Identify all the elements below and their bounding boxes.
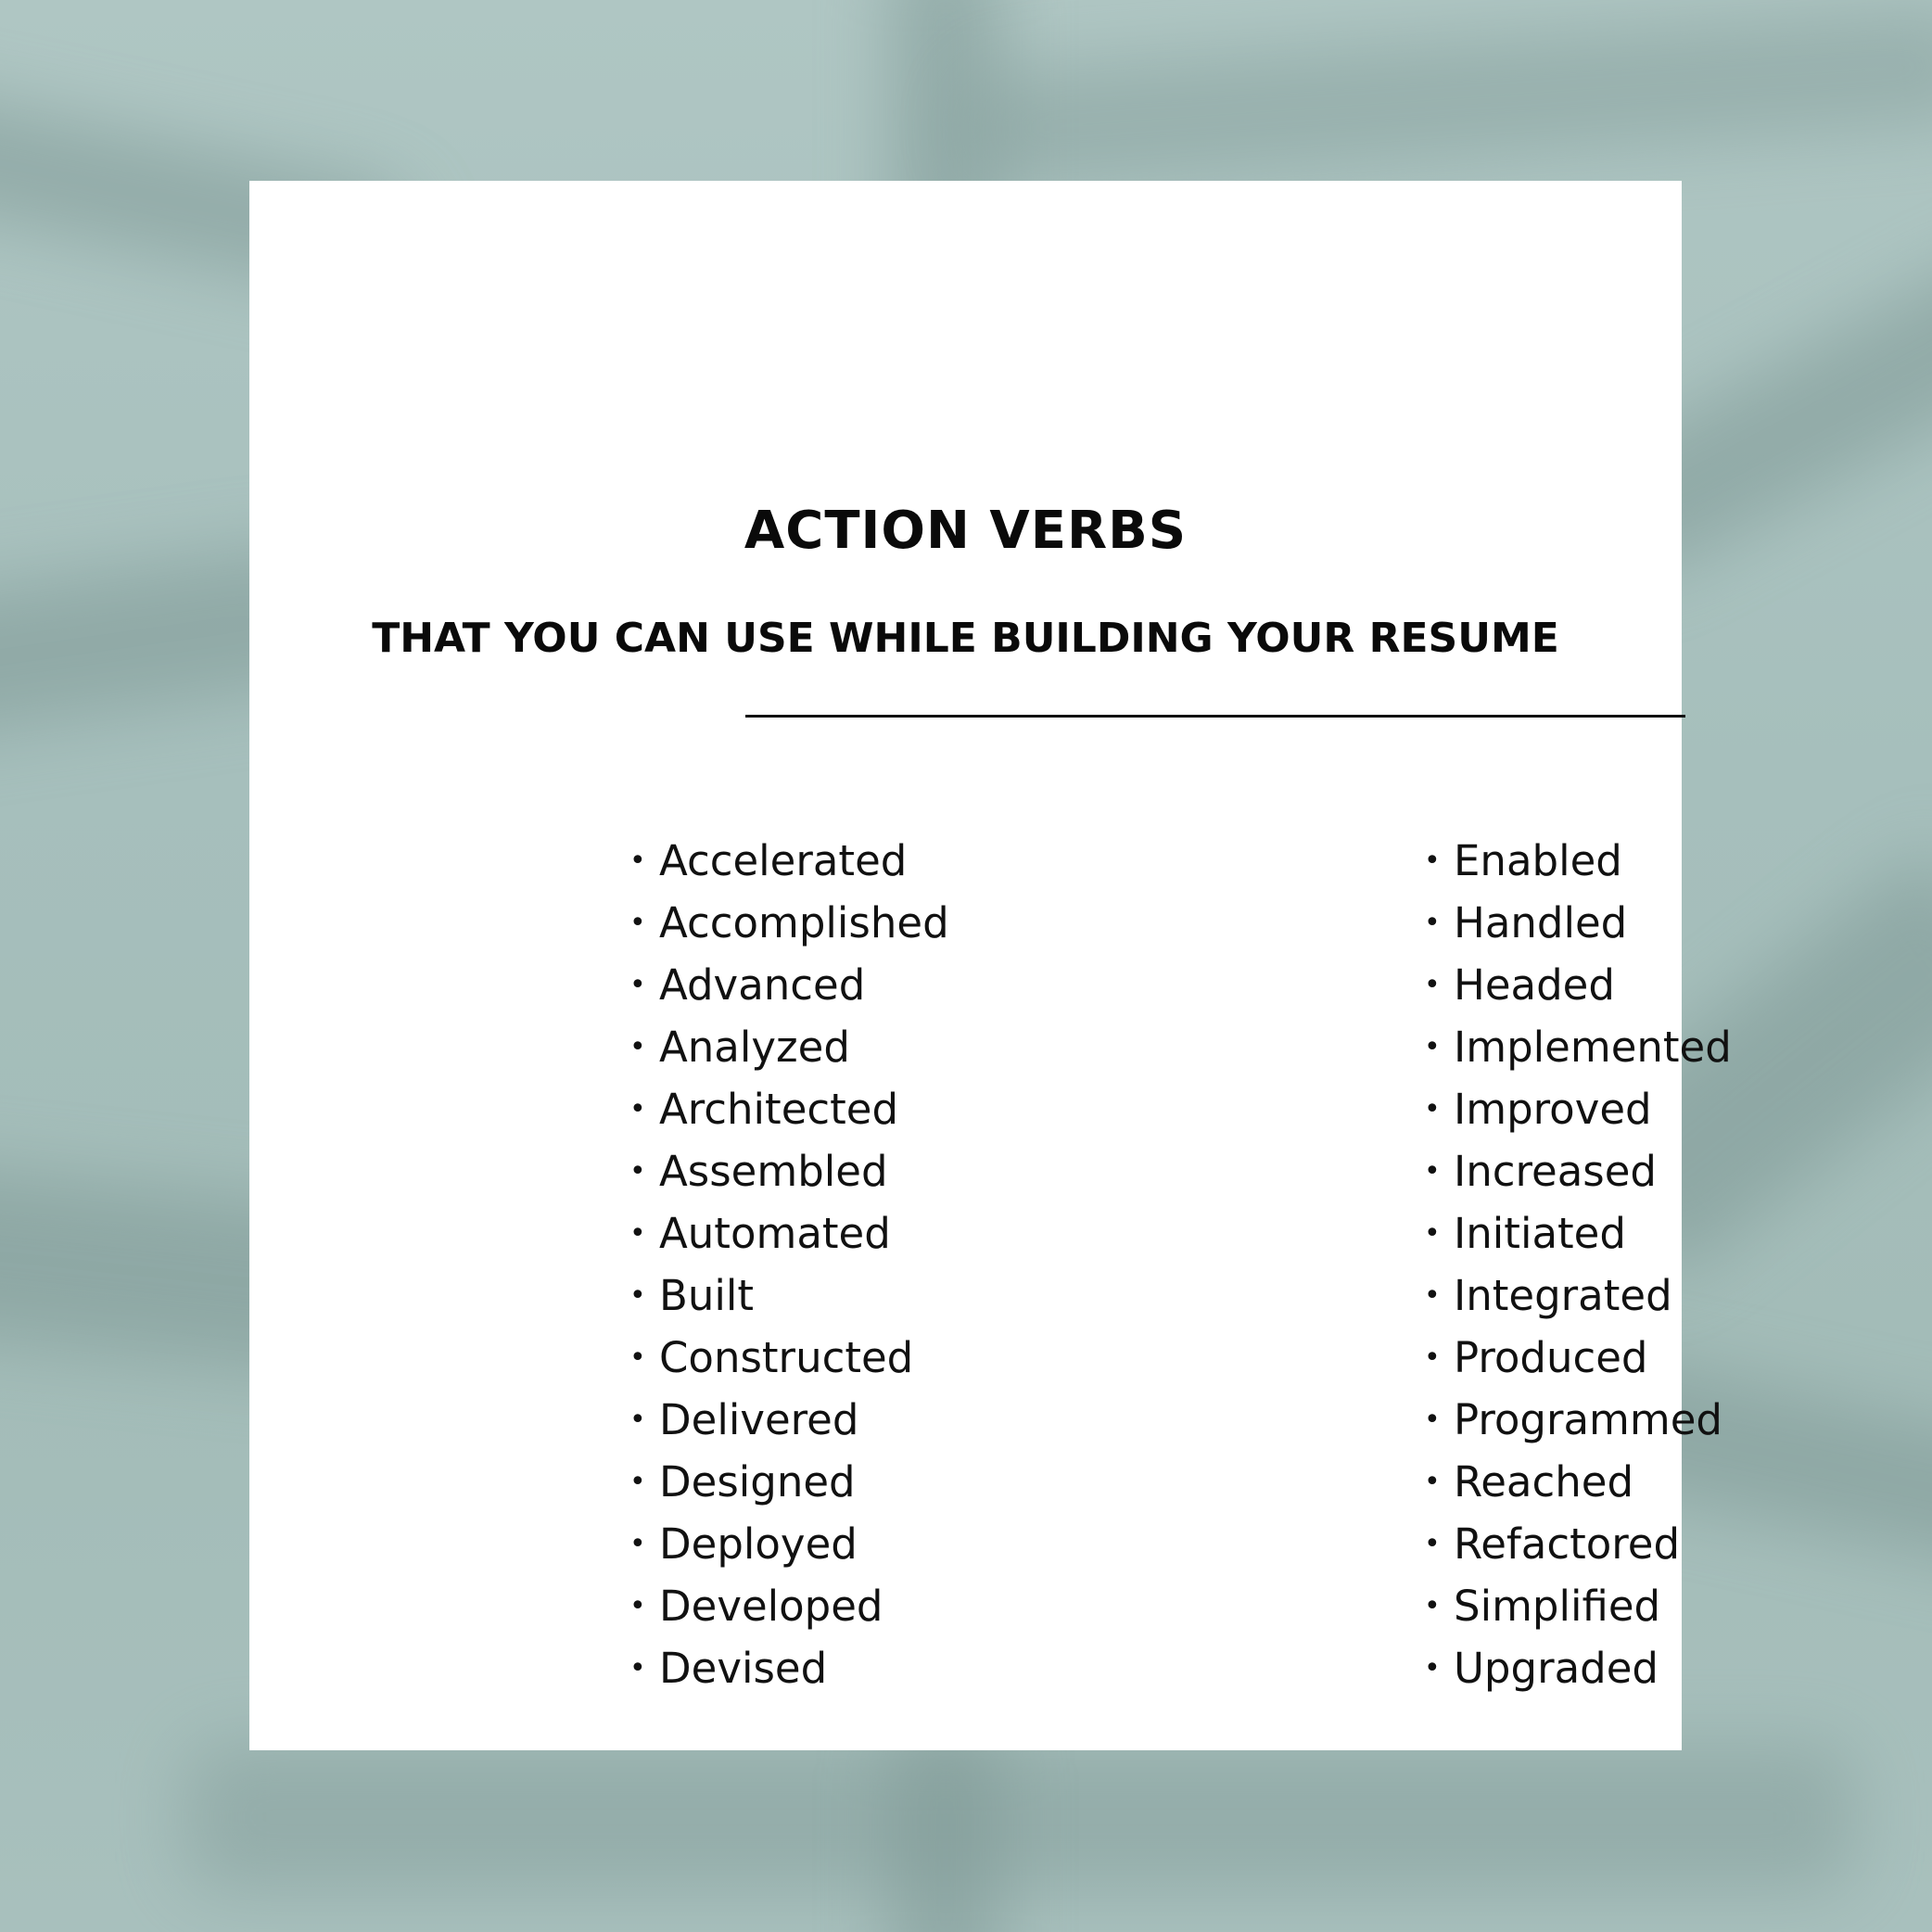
- verb-label: Reached: [1454, 1457, 1634, 1506]
- bullet-icon: •: [629, 1404, 646, 1436]
- verb-label: Designed: [659, 1457, 856, 1506]
- bullet-icon: •: [629, 1590, 646, 1622]
- bullet-icon: •: [629, 1341, 646, 1374]
- verb-label: Initiated: [1454, 1209, 1626, 1258]
- verb-label: Built: [659, 1271, 755, 1320]
- verb-label: Advanced: [659, 960, 866, 1010]
- verb-label: Analyzed: [659, 1023, 850, 1072]
- verb-label: Enabled: [1454, 836, 1622, 885]
- leaf-shadow: [890, 1724, 1001, 1932]
- bullet-icon: •: [629, 1031, 646, 1063]
- verb-label: Accomplished: [659, 898, 949, 947]
- verb-label: Increased: [1454, 1147, 1658, 1196]
- verb-label: Programmed: [1454, 1395, 1722, 1444]
- bullet-icon: •: [629, 1217, 646, 1250]
- verb-list-item: [629, 1016, 949, 1078]
- bullet-icon: •: [1424, 1217, 1441, 1250]
- bullet-icon: •: [629, 845, 646, 877]
- verb-list-item: [1424, 1265, 1732, 1327]
- bullet-icon: •: [629, 1528, 646, 1560]
- leaf-shadow: [961, 2, 1932, 193]
- bullet-icon: •: [1424, 1031, 1441, 1063]
- bullet-icon: •: [1424, 907, 1441, 939]
- bullet-icon: •: [1424, 1652, 1441, 1684]
- bullet-icon: •: [629, 1093, 646, 1125]
- verb-list-item: [629, 1327, 949, 1389]
- verb-list-item: [629, 1451, 949, 1513]
- verb-label: Accelerated: [659, 836, 908, 885]
- verb-list-item: [1424, 1389, 1732, 1451]
- verb-list-item: [629, 1389, 949, 1451]
- title-divider: [745, 715, 1685, 718]
- bullet-icon: •: [629, 969, 646, 1001]
- bullet-icon: •: [629, 1155, 646, 1188]
- leaf-shadow: [185, 1743, 1854, 1891]
- page-title: ACTION VERBS: [744, 501, 1188, 561]
- verb-list-item: [629, 1078, 949, 1140]
- verb-label: Architected: [659, 1085, 899, 1134]
- verb-list-item: [1424, 1016, 1732, 1078]
- verb-list-item: [629, 1202, 949, 1265]
- bullet-icon: •: [1424, 845, 1441, 877]
- verb-label: Simplified: [1454, 1582, 1661, 1631]
- verb-list-item: [629, 1575, 949, 1637]
- verb-label: Implemented: [1454, 1023, 1732, 1072]
- verb-label: Devised: [659, 1644, 828, 1693]
- verb-list-item: [629, 830, 949, 892]
- verb-list-item: [1424, 1202, 1732, 1265]
- bullet-icon: •: [1424, 1341, 1441, 1374]
- verb-label: Delivered: [659, 1395, 859, 1444]
- verb-list-item: [1424, 1513, 1732, 1575]
- verb-list-item: [629, 1513, 949, 1575]
- bullet-icon: •: [1424, 1155, 1441, 1188]
- verb-list-item: [1424, 1140, 1732, 1202]
- bullet-icon: •: [1424, 1279, 1441, 1312]
- verb-label: Integrated: [1454, 1271, 1672, 1320]
- verb-list-item: [629, 1140, 949, 1202]
- bullet-icon: •: [1424, 1093, 1441, 1125]
- verb-label: Headed: [1454, 960, 1615, 1010]
- verb-label: Constructed: [659, 1333, 914, 1382]
- verb-label: Assembled: [659, 1147, 888, 1196]
- verb-list-item: [1424, 1451, 1732, 1513]
- bullet-icon: •: [1424, 969, 1441, 1001]
- verb-label: Deployed: [659, 1519, 858, 1569]
- verbs-card: [249, 181, 1732, 1750]
- bullet-icon: •: [629, 907, 646, 939]
- bullet-icon: •: [1424, 1466, 1441, 1498]
- verb-label: Upgraded: [1454, 1644, 1659, 1693]
- verb-list-item: [629, 892, 949, 954]
- verb-list-item: [629, 1637, 949, 1699]
- bullet-icon: •: [629, 1652, 646, 1684]
- bullet-icon: •: [629, 1279, 646, 1312]
- left-verb-list: [629, 830, 949, 1699]
- verb-list-item: [1424, 1575, 1732, 1637]
- verb-label: Handled: [1454, 898, 1628, 947]
- right-verb-list: [1424, 830, 1732, 1699]
- verb-list-item: [1424, 892, 1732, 954]
- verb-list-item: [1424, 1637, 1732, 1699]
- verb-label: Refactored: [1454, 1519, 1681, 1569]
- bullet-icon: •: [1424, 1590, 1441, 1622]
- page-subtitle: THAT YOU CAN USE WHILE BUILDING YOUR RESUME: [372, 615, 1559, 662]
- verb-label: Produced: [1454, 1333, 1648, 1382]
- verb-label: Improved: [1454, 1085, 1652, 1134]
- verb-list-item: [629, 1265, 949, 1327]
- verb-list-item: [1424, 1078, 1732, 1140]
- verb-label: Developed: [659, 1582, 883, 1631]
- verb-list-item: [1424, 830, 1732, 892]
- bullet-icon: •: [1424, 1404, 1441, 1436]
- verb-list-item: [1424, 1327, 1732, 1389]
- verb-label: Automated: [659, 1209, 891, 1258]
- verb-list-item: [1424, 954, 1732, 1016]
- bullet-icon: •: [1424, 1528, 1441, 1560]
- bullet-icon: •: [629, 1466, 646, 1498]
- verb-list-item: [629, 954, 949, 1016]
